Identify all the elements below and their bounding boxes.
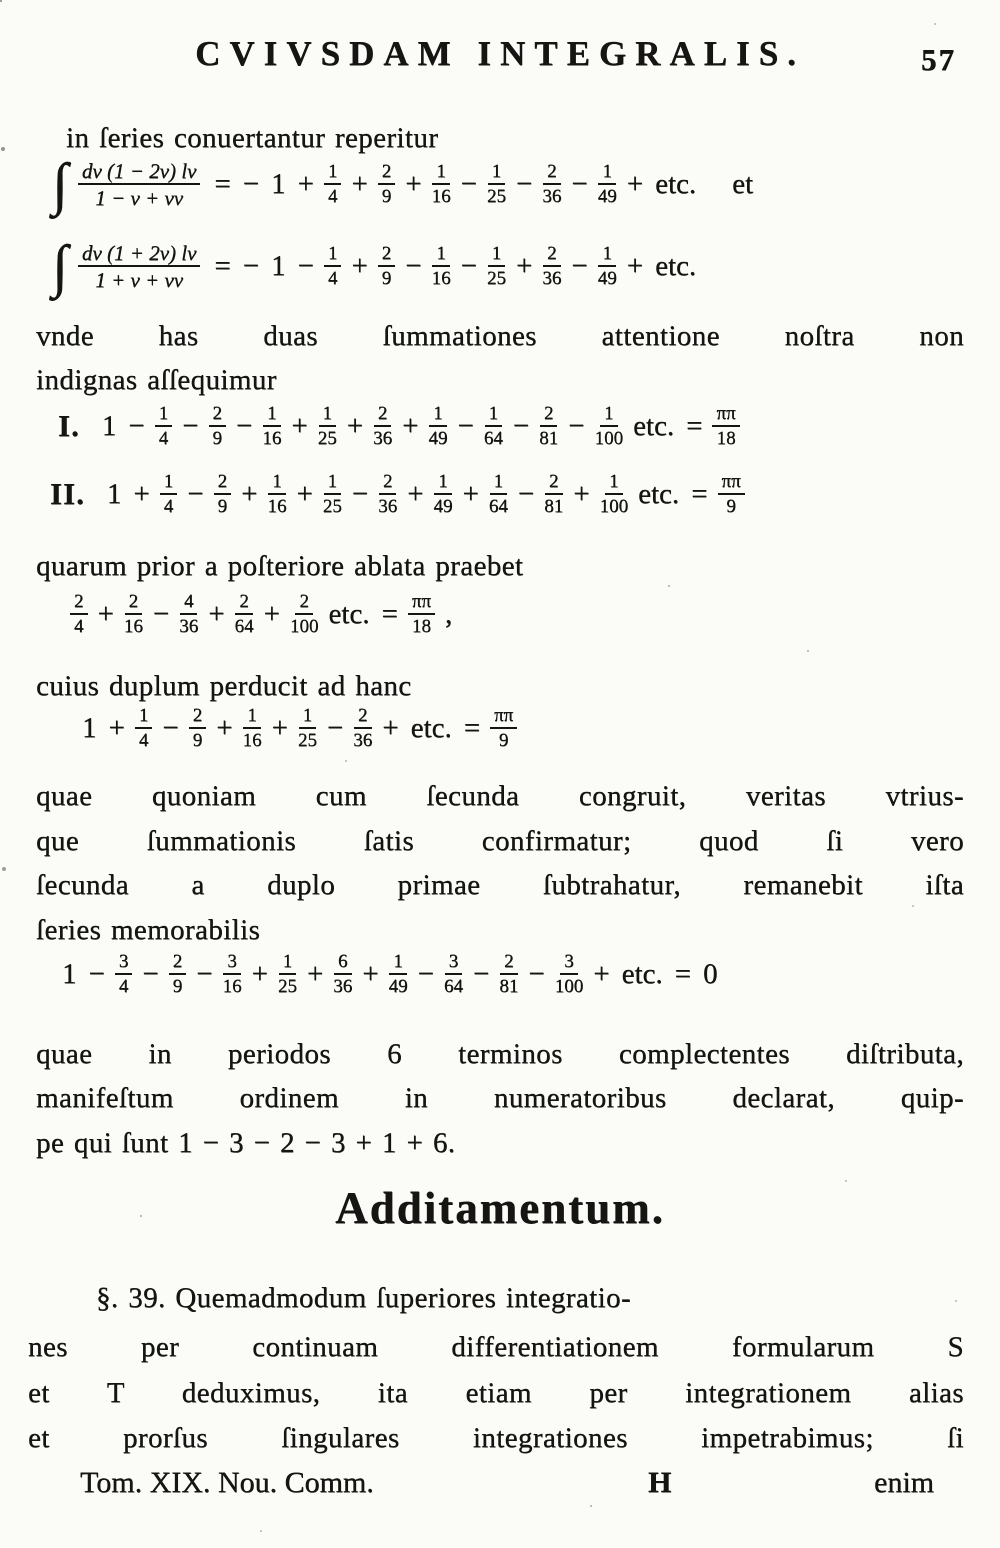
- formula-duplum: [76, 706, 521, 751]
- math-token: −: [162, 711, 179, 744]
- fraction: $\frac{2}{36}$: [373, 403, 393, 449]
- math-token: =: [686, 409, 703, 442]
- text-line-periodos-2: manifeſtum ordinem in numeratoribus declarat, quip-: [36, 1082, 964, 1114]
- math-token: etc.: [633, 409, 675, 442]
- fraction: $\frac{1}{25}$: [297, 705, 317, 751]
- math-token: 1: [106, 477, 122, 510]
- integral-icon: ∫: [52, 233, 68, 299]
- fraction: $\frac{1}{16}$: [431, 161, 451, 208]
- formula-integral-1: [52, 151, 759, 217]
- math-token: −: [517, 477, 535, 510]
- fraction: $\frac{2}{81}$: [539, 403, 559, 449]
- math-token: +: [306, 957, 324, 990]
- math-token: +: [241, 477, 258, 510]
- formula-series-I: [58, 404, 744, 449]
- fraction: $\frac{2}{81}$: [499, 951, 519, 997]
- math-token: +: [108, 711, 125, 744]
- math-token: +: [251, 957, 268, 990]
- fraction: $\frac{2}{36}$: [353, 705, 373, 751]
- text-line-unde-2: indignas aſſequimur: [36, 364, 277, 396]
- fraction: $\frac{2}{9}$: [169, 952, 187, 997]
- math-token: etc.: [655, 250, 697, 283]
- math-token: +: [382, 711, 399, 744]
- math-token: −: [457, 409, 474, 442]
- math-token: −: [236, 409, 253, 442]
- math-token: +: [297, 168, 314, 201]
- text-line-periodos-3: pe qui ſunt 1 − 3 − 2 − 3 + 1 + 6.: [36, 1127, 456, 1159]
- math-token: −: [516, 168, 533, 201]
- math-token: +: [516, 250, 533, 283]
- math-token: +: [626, 250, 644, 283]
- series-label: II.: [50, 476, 85, 512]
- fraction: $\frac{2}{9}$: [378, 244, 396, 289]
- text-line-par39-3: et T deduximus, ita etiam per integrationem alias: [28, 1377, 964, 1409]
- fraction: $\frac{3}{64}$: [444, 951, 464, 997]
- fraction: $\frac{2}{9}$: [189, 706, 207, 751]
- fraction: $\frac{\pi\pi}{9}$: [490, 706, 517, 751]
- fraction: $\frac{1}{25}$: [487, 161, 507, 208]
- big-fraction: $\frac{dv (1 - 2v) lv}{1 - v + vv}$: [78, 160, 200, 209]
- fraction: $\frac{2}{100}$: [289, 591, 319, 637]
- fraction: $\frac{1}{49}$: [388, 951, 408, 997]
- fraction: $\frac{2}{4}$: [70, 592, 88, 637]
- math-token: +: [351, 250, 368, 283]
- math-token: +: [291, 409, 308, 442]
- math-token: +: [271, 711, 288, 744]
- fraction: $\frac{2}{9}$: [214, 472, 232, 517]
- math-token: =: [674, 957, 692, 990]
- fraction: $\frac{2}{36}$: [542, 161, 562, 208]
- math-token: +: [346, 409, 364, 442]
- math-token: +: [263, 597, 280, 630]
- math-token: −: [351, 477, 369, 510]
- text-line-periodos-1: quae in periodos 6 terminos complectentes diſtributa,: [36, 1038, 964, 1070]
- fraction: $\frac{\pi\pi}{18}$: [408, 592, 435, 637]
- fraction: $\frac{1}{4}$: [324, 162, 342, 207]
- scan-speckles: [0, 0, 2, 2]
- text-line-par39-1: §. 39. Quemadmodum ſuperiores integratio-: [96, 1282, 632, 1314]
- fraction: $\frac{6}{36}$: [333, 951, 353, 997]
- math-token: +: [133, 477, 150, 510]
- formula-integral-2: [52, 233, 702, 299]
- math-token: etc.: [638, 477, 680, 510]
- text-line-quarum: quarum prior a poſteriore ablata praebet: [36, 550, 524, 582]
- text-line-intro: in ſeries conuertantur reperitur: [66, 122, 439, 154]
- text-line-unde-1: vnde has duas ſummationes attentione noſtra non: [36, 320, 964, 352]
- fraction: $\frac{2}{64}$: [234, 591, 254, 637]
- math-token: =: [463, 711, 481, 744]
- catchword: enim: [874, 1466, 934, 1499]
- fraction: $\frac{2}{9}$: [209, 404, 227, 449]
- text-line-par39-2: nes per continuam differentiationem formularum S: [28, 1331, 964, 1363]
- math-token: +: [462, 477, 479, 510]
- big-fraction: $\frac{dv (1 + 2v) lv}{1 + v + vv}$: [78, 242, 200, 291]
- fraction: $\frac{1}{4}$: [324, 244, 342, 289]
- math-token: +: [351, 168, 368, 201]
- math-token: −: [473, 957, 490, 990]
- math-token: −: [187, 477, 204, 510]
- text-line-par39-4: et prorſus ſingulares integrationes impetrabimus; ſi: [28, 1422, 964, 1454]
- math-token: 0: [703, 957, 718, 990]
- fraction: $\frac{2}{36}$: [542, 243, 562, 290]
- fraction: $\frac{1}{49}$: [433, 471, 453, 517]
- math-token: etc.: [655, 168, 697, 201]
- fraction: $\frac{1}{64}$: [488, 471, 508, 517]
- fraction: $\frac{1}{4}$: [155, 404, 173, 449]
- fraction: $\frac{1}{25}$: [277, 951, 297, 997]
- math-token: +: [97, 597, 114, 630]
- math-token: −: [297, 250, 314, 283]
- integral-icon: ∫: [52, 151, 68, 217]
- math-token: =: [381, 597, 398, 630]
- fraction: $\frac{1}{64}$: [483, 403, 503, 449]
- math-token: −: [88, 957, 105, 990]
- fraction: $\frac{1}{25}$: [322, 471, 342, 517]
- fraction: $\frac{1}{100}$: [599, 471, 629, 517]
- math-token: +: [216, 711, 233, 744]
- fraction: $\frac{1}{100}$: [594, 403, 624, 449]
- math-token: −: [142, 957, 159, 990]
- fraction: $\frac{2}{16}$: [123, 591, 143, 637]
- math-token: +: [296, 477, 313, 510]
- math-token: +: [208, 597, 225, 630]
- fraction: $\frac{1}{16}$: [262, 403, 282, 449]
- math-token: etc.: [621, 957, 663, 990]
- running-header-title: CVIVSDAM INTEGRALIS.: [195, 34, 805, 73]
- fraction: $\frac{1}{4}$: [135, 706, 153, 751]
- math-token: etc.: [328, 597, 370, 630]
- formula-difference: [66, 592, 458, 637]
- fraction: $\frac{1}{25}$: [317, 403, 337, 449]
- fraction: $\frac{1}{25}$: [487, 243, 507, 290]
- math-token: −: [182, 409, 199, 442]
- fraction: $\frac{2}{36}$: [378, 471, 398, 517]
- math-token: 1: [101, 409, 117, 442]
- math-token: +: [362, 957, 379, 990]
- fraction: $\frac{2}{9}$: [378, 162, 396, 207]
- math-token: −: [405, 250, 422, 283]
- math-token: 1: [62, 957, 77, 990]
- math-token: etc.: [410, 711, 452, 744]
- fraction: $\frac{4}{36}$: [179, 591, 199, 637]
- math-token: −: [460, 168, 478, 201]
- fraction: $\frac{1}{49}$: [428, 403, 448, 449]
- fraction: $\frac{2}{81}$: [544, 471, 564, 517]
- fraction: $\frac{1}{49}$: [597, 161, 617, 208]
- fraction: $\frac{1}{16}$: [267, 471, 287, 517]
- math-token: ,: [445, 597, 453, 630]
- fraction: $\frac{\pi\pi}{9}$: [718, 472, 745, 517]
- math-token: +: [405, 168, 422, 201]
- math-token: −: [326, 711, 344, 744]
- math-token: −: [242, 250, 260, 283]
- text-line-quae-4: ſeries memorabilis: [36, 914, 261, 946]
- math-token: =: [214, 168, 231, 201]
- math-token: −: [152, 597, 170, 630]
- fraction: $\frac{3}{100}$: [554, 951, 584, 997]
- math-token: −: [568, 409, 585, 442]
- math-token: −: [128, 409, 145, 442]
- fraction: $\frac{1}{16}$: [242, 705, 262, 751]
- math-token: −: [528, 957, 545, 990]
- fraction: $\frac{1}{49}$: [597, 243, 617, 290]
- text-line-quae-1: quae quoniam cum ſecunda congruit, veritas vtrius-: [36, 780, 964, 812]
- math-token: +: [593, 957, 610, 990]
- math-token: et: [732, 168, 754, 201]
- text-line-quae-2: que ſummationis ſatis confirmatur; quod ſi vero: [36, 825, 964, 857]
- math-token: −: [460, 250, 478, 283]
- math-token: +: [573, 477, 590, 510]
- math-token: =: [691, 477, 708, 510]
- math-token: −: [417, 957, 435, 990]
- formula-series-II: [50, 472, 749, 517]
- math-token: +: [626, 168, 644, 201]
- math-token: 1: [271, 250, 286, 283]
- page-number: 57: [921, 42, 956, 77]
- math-token: 1: [82, 711, 97, 744]
- math-token: −: [571, 250, 588, 283]
- fraction: $\frac{3}{16}$: [222, 951, 242, 997]
- math-token: +: [402, 409, 419, 442]
- math-token: −: [512, 409, 530, 442]
- text-line-quae-3: ſecunda a duplo primae ſubtrahatur, remanebit iſta: [36, 869, 964, 901]
- fraction: $\frac{3}{4}$: [115, 952, 133, 997]
- math-token: −: [571, 168, 588, 201]
- volume-note: Tom. XIX. Nou. Comm.: [80, 1466, 374, 1499]
- text-line-cuius: cuius duplum perducit ad hanc: [36, 670, 412, 702]
- math-token: =: [214, 250, 231, 283]
- math-token: −: [196, 957, 213, 990]
- math-token: +: [407, 477, 424, 510]
- section-heading-additamentum: Additamentum.: [335, 1183, 665, 1233]
- formula-memorabilis: [56, 952, 724, 997]
- signature-mark: H: [648, 1466, 672, 1499]
- math-token: 1: [271, 168, 286, 201]
- fraction: $\frac{\pi\pi}{18}$: [712, 404, 739, 449]
- fraction: $\frac{1}{4}$: [160, 472, 178, 517]
- series-label: I.: [58, 408, 80, 444]
- fraction: $\frac{1}{16}$: [431, 243, 451, 290]
- math-token: −: [242, 168, 260, 201]
